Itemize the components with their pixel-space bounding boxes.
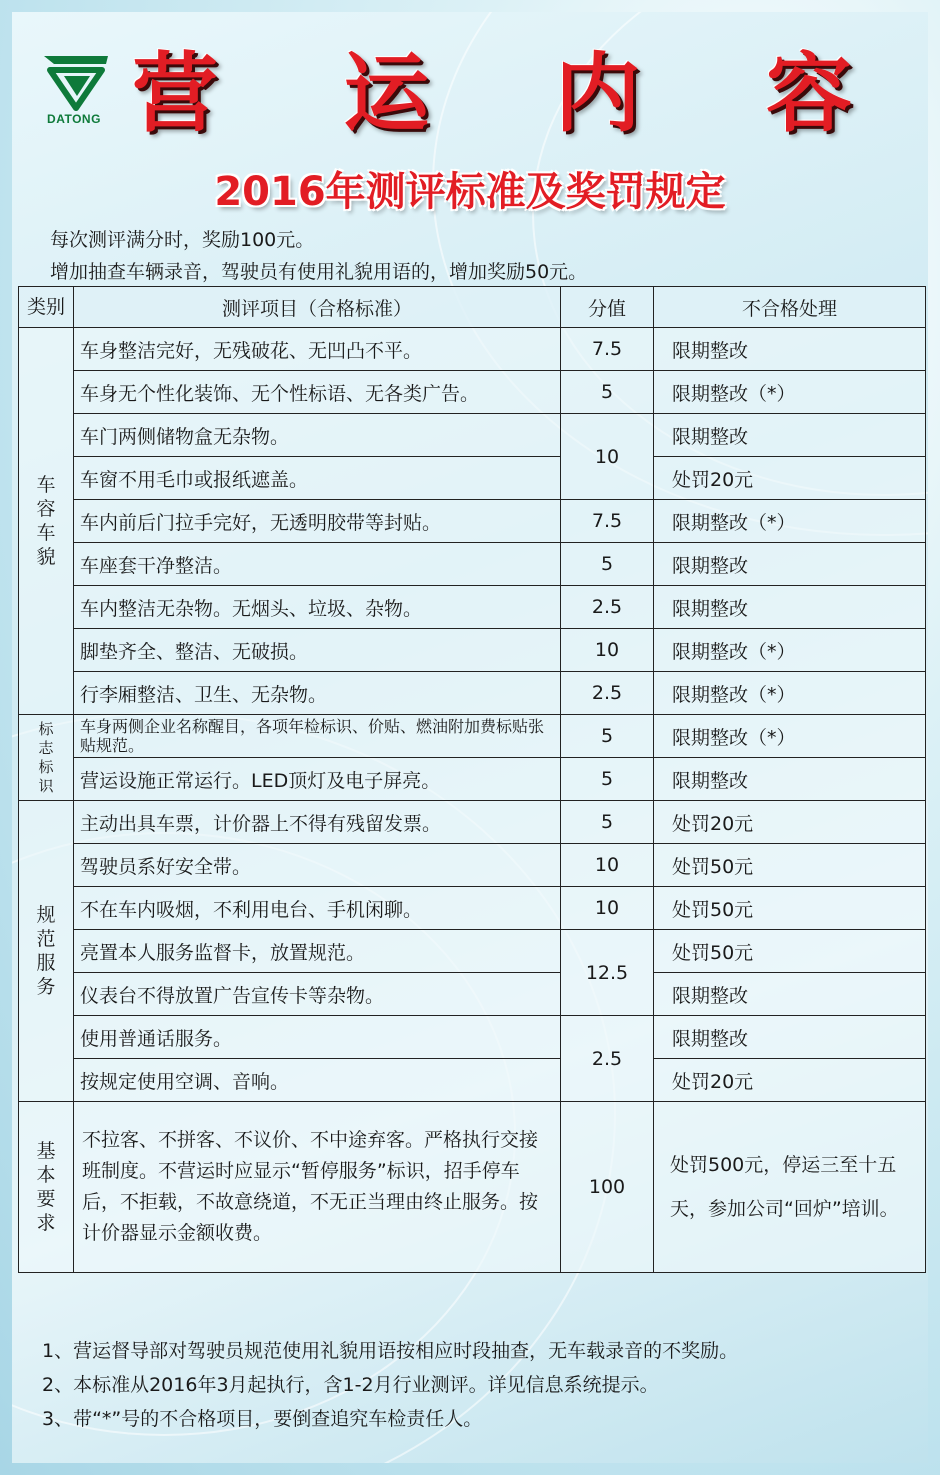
score-cell: 10 <box>561 629 654 672</box>
table-row <box>19 672 926 715</box>
note-line: 2、本标准从2016年3月起执行，含1-2月行业测评。详见信息系统提示。 <box>42 1374 659 1396</box>
table-row <box>19 629 926 672</box>
action-cell: 限期整改 <box>654 758 926 801</box>
intro <box>50 224 587 288</box>
category-appearance: 车 容 车 貌 <box>19 328 74 715</box>
item-cell: 车身两侧企业名称醒目，各项年检标识、价贴、燃油附加费标贴张贴规范。 <box>74 715 561 758</box>
score-cell: 7.5 <box>561 500 654 543</box>
title-char: 运 <box>343 44 430 144</box>
title-char: 容 <box>765 44 852 144</box>
action-cell: 限期整改 <box>654 1016 926 1059</box>
table-row <box>19 758 926 801</box>
table-row <box>19 715 926 758</box>
intro-line: 增加抽查车辆录音，驾驶员有使用礼貌用语的，增加奖励50元。 <box>50 261 588 283</box>
header-category: 类别 <box>19 287 74 328</box>
table-row <box>19 371 926 414</box>
action-cell: 限期整改 <box>654 973 926 1016</box>
table-row <box>19 543 926 586</box>
action-cell: 处罚50元 <box>654 930 926 973</box>
score-cell: 10 <box>561 887 654 930</box>
table-row <box>19 801 926 844</box>
table-row <box>19 414 926 457</box>
footnotes <box>42 1334 738 1436</box>
score-cell: 10 <box>561 844 654 887</box>
table-row <box>19 1102 926 1273</box>
table-row <box>19 586 926 629</box>
table-row <box>19 844 926 887</box>
title-char: 营 <box>132 44 218 144</box>
item-cell: 车内整洁无杂物。无烟头、垃圾、杂物。 <box>74 586 561 629</box>
header-item: 测评项目（合格标准） <box>74 287 561 328</box>
table-row <box>19 930 926 973</box>
main-title <box>132 36 852 144</box>
action-cell: 限期整改 <box>654 543 926 586</box>
table-row <box>19 1059 926 1102</box>
score-cell: 2.5 <box>561 672 654 715</box>
item-cell: 驾驶员系好安全带。 <box>74 844 561 887</box>
score-cell: 5 <box>561 758 654 801</box>
action-cell: 处罚50元 <box>654 887 926 930</box>
note-line: 1、营运督导部对驾驶员规范使用礼貌用语按相应时段抽查，无车载录音的不奖励。 <box>42 1340 739 1362</box>
item-cell: 车内前后门拉手完好，无透明胶带等封贴。 <box>74 500 561 543</box>
item-cell: 主动出具车票，计价器上不得有残留发票。 <box>74 801 561 844</box>
subtitle: 2016年测评标准及奖罚规定 <box>214 169 726 215</box>
item-cell: 车窗不用毛巾或报纸遮盖。 <box>74 457 561 500</box>
score-cell: 2.5 <box>561 586 654 629</box>
score-cell: 5 <box>561 801 654 844</box>
score-cell: 5 <box>561 715 654 758</box>
title-char: 内 <box>554 44 641 144</box>
category-signage: 标 志 标 识 <box>19 715 74 801</box>
logo-text: DATONG <box>47 112 101 126</box>
item-cell: 亮置本人服务监督卡，放置规范。 <box>74 930 561 973</box>
category-service: 规 范 服 务 <box>19 801 74 1102</box>
item-cell: 脚垫齐全、整洁、无破损。 <box>74 629 561 672</box>
header-action: 不合格处理 <box>654 287 926 328</box>
score-cell: 12.5 <box>561 930 654 1016</box>
item-cell: 使用普通话服务。 <box>74 1016 561 1059</box>
item-cell: 营运设施正常运行。LED顶灯及电子屏亮。 <box>74 758 561 801</box>
item-cell: 按规定使用空调、音响。 <box>74 1059 561 1102</box>
score-cell: 7.5 <box>561 328 654 371</box>
action-cell: 处罚20元 <box>654 457 926 500</box>
item-cell: 行李厢整洁、卫生、无杂物。 <box>74 672 561 715</box>
note-line: 3、带“*”号的不合格项目，要倒查追究车检责任人。 <box>42 1408 483 1430</box>
item-cell: 车身无个性化装饰、无个性标语、无各类广告。 <box>74 371 561 414</box>
table-row <box>19 457 926 500</box>
header-score: 分值 <box>561 287 654 328</box>
action-cell: 限期整改 <box>654 414 926 457</box>
action-cell: 限期整改 <box>654 328 926 371</box>
action-cell: 限期整改（*） <box>654 715 926 758</box>
action-cell: 处罚500元，停运三至十五天，参加公司“回炉”培训。 <box>654 1102 926 1273</box>
item-cell: 车门两侧储物盒无杂物。 <box>74 414 561 457</box>
score-cell: 100 <box>561 1102 654 1273</box>
score-cell: 10 <box>561 414 654 500</box>
action-cell: 限期整改（*） <box>654 672 926 715</box>
item-cell: 车身整洁完好，无残破花、无凹凸不平。 <box>74 328 561 371</box>
item-cell: 仪表台不得放置广告宣传卡等杂物。 <box>74 973 561 1016</box>
action-cell: 限期整改 <box>654 586 926 629</box>
table-row <box>19 887 926 930</box>
intro-line: 每次测评满分时，奖励100元。 <box>50 229 315 251</box>
action-cell: 限期整改（*） <box>654 371 926 414</box>
action-cell: 处罚50元 <box>654 844 926 887</box>
category-basic: 基 本 要 求 <box>19 1102 74 1273</box>
table-header <box>19 287 926 328</box>
item-cell: 车座套干净整洁。 <box>74 543 561 586</box>
score-cell: 2.5 <box>561 1016 654 1102</box>
poster <box>12 12 928 1463</box>
action-cell: 处罚20元 <box>654 1059 926 1102</box>
action-cell: 限期整改（*） <box>654 500 926 543</box>
action-cell: 处罚20元 <box>654 801 926 844</box>
standards-table <box>18 286 926 1273</box>
item-cell: 不在车内吸烟，不利用电台、手机闲聊。 <box>74 887 561 930</box>
table-row <box>19 973 926 1016</box>
action-cell: 限期整改（*） <box>654 629 926 672</box>
score-cell: 5 <box>561 543 654 586</box>
table-row <box>19 328 926 371</box>
item-cell: 不拉客、不拼客、不议价、不中途弃客。严格执行交接班制度。不营运时应显示“暂停服务”标识，招手停车后，不拒载，不故意绕道，不无正当理由终止服务。按计价器显示金额收费。 <box>74 1102 561 1273</box>
table-row <box>19 1016 926 1059</box>
table-row <box>19 500 926 543</box>
score-cell: 5 <box>561 371 654 414</box>
